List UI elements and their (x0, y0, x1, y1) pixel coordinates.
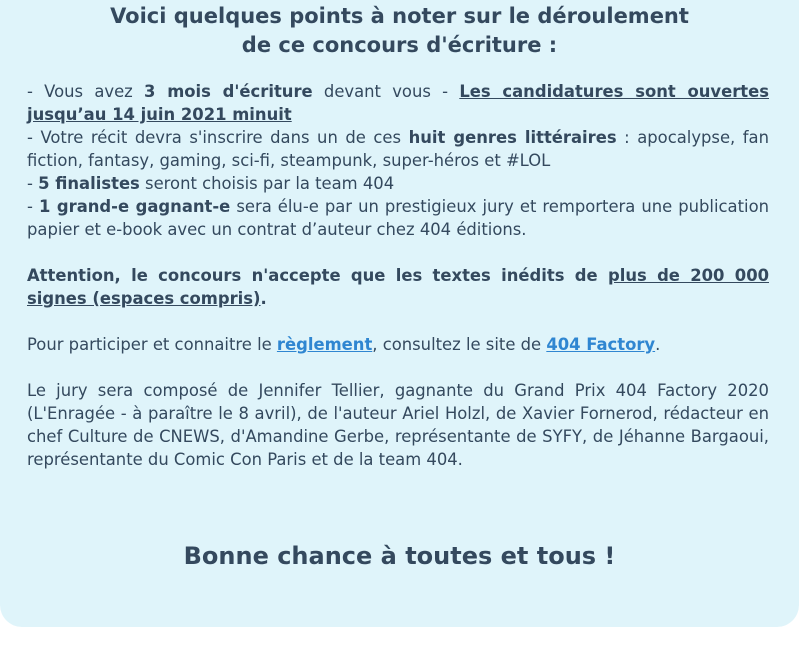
closing-message: Bonne chance à toutes et tous ! (183, 542, 616, 570)
point-winner (27, 195, 769, 241)
spacer (27, 356, 769, 379)
point-3-prefix: - (27, 174, 39, 193)
attention-period: . (260, 289, 267, 308)
attention-note (27, 264, 769, 310)
attention-length: plus de 200 000 signes (espaces compris) (27, 266, 769, 308)
attention-text: Attention, le concours n'accepte que les textes inédits de (27, 266, 608, 285)
jury-paragraph: Le jury sera composé de Jennifer Tellier, gagnante du Grand Prix 404 Factory 2020 (L'Enragée - à paraître le 8 avril), de l'auteur Ariel Holzl, de Xavier Fornerod, rédacteur en chef Culture de CNEWS, d'Amandine Gerbe, représentante de SYFY, de Jéhanne Bargaoui, représentante du Comic Con Paris et de la team 404. (27, 381, 769, 469)
participate-note (27, 333, 769, 356)
point-4-prefix: - (27, 197, 39, 216)
point-genres (27, 126, 769, 172)
point-finalists (27, 172, 769, 195)
point-2-prefix: - Votre récit devra s'inscrire dans un de ces (27, 128, 409, 147)
content-body (27, 80, 769, 471)
participate-text: Pour participer et connaitre le (27, 335, 277, 354)
point-3-bold: 5 finalistes (38, 174, 140, 193)
participate-text-2: , consultez le site de (372, 335, 547, 354)
point-1-bold: 3 mois d'écriture (144, 82, 313, 101)
spacer (27, 241, 769, 264)
point-1-prefix: - Vous avez (27, 82, 145, 101)
participate-period: . (655, 335, 661, 354)
spacer (27, 310, 769, 333)
title-line-2: de ce concours d'écriture : (241, 33, 558, 57)
point-2-text: : apocalypse, fan fiction, fantasy, gaming, sci-fi, steampunk, super-héros et #LOL (27, 128, 769, 170)
404-factory-link[interactable]: 404 Factory (546, 335, 656, 354)
point-1-text: devant vous - (312, 82, 460, 101)
rules-link[interactable]: règlement (276, 335, 373, 354)
point-1-deadline: Les candidatures sont ouvertes jusqu’au 14 juin 2021 minuit (27, 82, 769, 124)
page-title (0, 0, 799, 60)
point-2-bold: huit genres littéraires (408, 128, 617, 147)
point-3-text: seront choisis par la team 404 (139, 174, 395, 193)
point-writing-period (27, 80, 769, 126)
point-4-text: sera élu-e par un prestigieux jury et remportera une publication papier et e-book avec un contrat d’auteur chez 404 éditions. (27, 197, 769, 239)
point-4-bold: 1 grand-e gagnant-e (38, 197, 231, 216)
title-line-1: Voici quelques points à noter sur le déroulement (110, 4, 689, 28)
